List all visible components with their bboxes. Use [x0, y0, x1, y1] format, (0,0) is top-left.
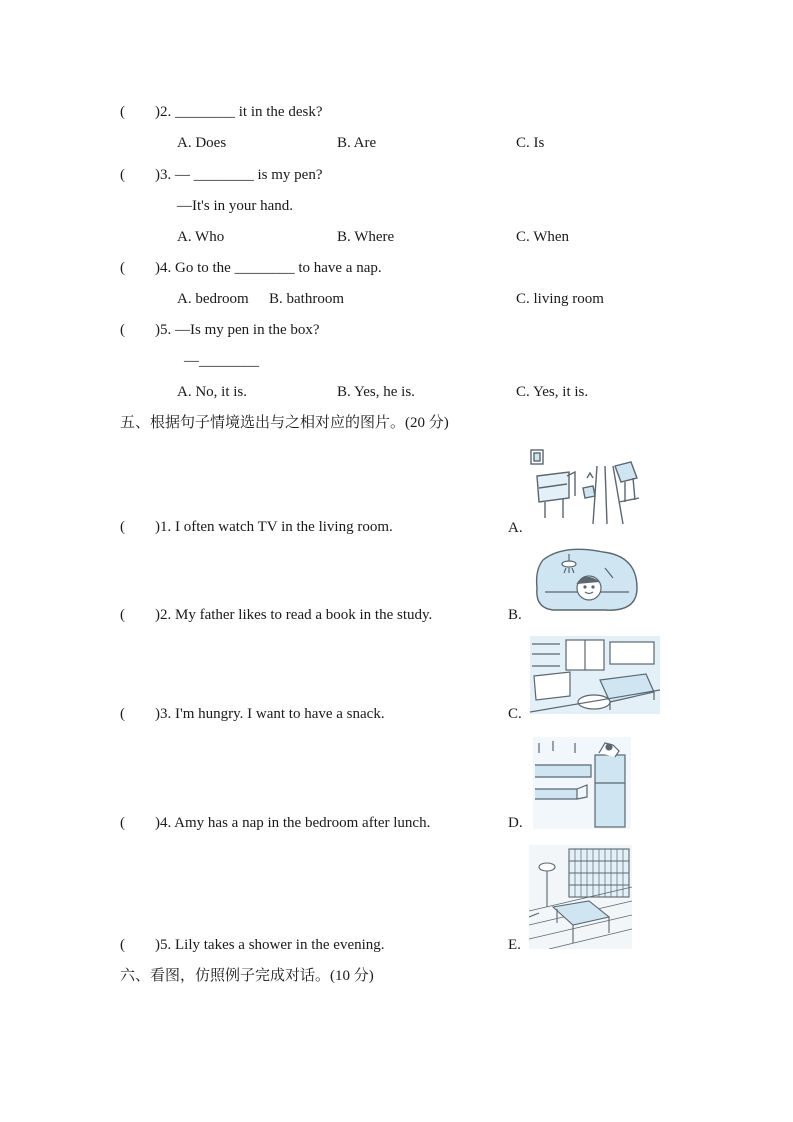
question-4-option-b: B. bathroom: [269, 291, 344, 307]
living-room-icon: [527, 448, 645, 524]
match-sentence-1: ( )1. I often watch TV in the living room.: [120, 519, 393, 535]
question-4-option-c: C. living room: [516, 291, 604, 307]
question-5-option-b: B. Yes, he is.: [337, 384, 415, 400]
picture-label-d: D.: [508, 815, 523, 831]
question-3-stem: ( )3. — ________ is my pen?: [120, 167, 323, 183]
question-5-option-a: A. No, it is.: [177, 384, 248, 400]
question-3-option-b: B. Where: [337, 229, 395, 245]
question-2-stem: ( )2. ________ it in the desk?: [120, 104, 323, 120]
section-5-heading: 五、根据句子情境选出与之相对应的图片。(20 分): [120, 415, 449, 431]
picture-label-e: E.: [508, 937, 521, 953]
question-5-option-c: C. Yes, it is.: [516, 384, 589, 400]
question-2-option-c: C. Is: [516, 135, 545, 151]
question-4-stem: ( )4. Go to the ________ to have a nap.: [120, 260, 382, 276]
picture-label-a: A.: [508, 520, 523, 536]
study-icon: [529, 845, 632, 949]
question-2-option-a: A. Does: [177, 135, 227, 151]
shower-icon: [533, 548, 641, 614]
picture-label-c: C.: [508, 706, 522, 722]
section-6-heading: 六、看图，仿照例子完成对话。(10 分): [120, 968, 374, 984]
kitchen-icon: [533, 737, 631, 829]
match-sentence-4: ( )4. Amy has a nap in the bedroom after lunch.: [120, 815, 431, 831]
match-sentence-2: ( )2. My father likes to read a book in the study.: [120, 607, 433, 623]
question-3-option-a: A. Who: [177, 229, 225, 245]
match-sentence-3: ( )3. I'm hungry. I want to have a snack.: [120, 706, 385, 722]
question-4-option-a: A. bedroom: [177, 291, 249, 307]
question-2-option-b: B. Are: [337, 135, 377, 151]
picture-label-b: B.: [508, 607, 522, 623]
question-3-option-c: C. When: [516, 229, 570, 245]
match-sentence-5: ( )5. Lily takes a shower in the evening.: [120, 937, 385, 953]
question-3-reply: —It's in your hand.: [177, 198, 294, 214]
bedroom-icon: [530, 636, 660, 714]
question-5-stem: ( )5. —Is my pen in the box?: [120, 322, 320, 338]
question-5-reply: —________: [184, 353, 259, 369]
